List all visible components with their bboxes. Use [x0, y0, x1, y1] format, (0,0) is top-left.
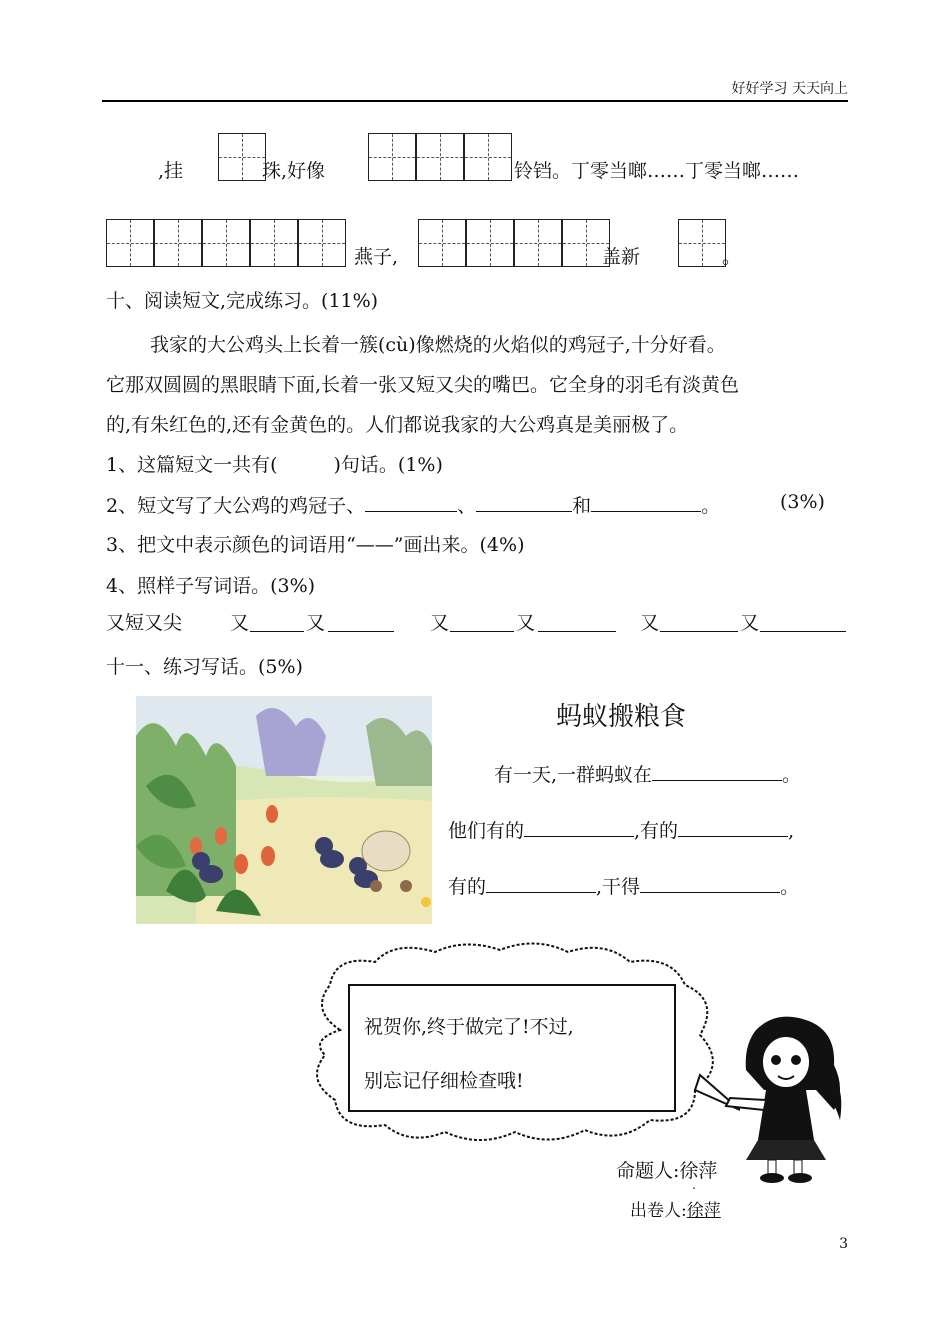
fill-text: 珠,好像	[262, 160, 326, 182]
q1-text-b: )句话。(1%)	[333, 454, 443, 476]
issuer-label: 出卷人:	[630, 1201, 687, 1221]
header-rule	[102, 100, 848, 102]
story-line-2	[448, 816, 794, 843]
pinyin-box[interactable]	[202, 219, 250, 267]
q2-sep: 、	[457, 495, 477, 517]
author-name: 徐萍	[679, 1160, 718, 1182]
fill-text: 燕子,	[354, 246, 399, 268]
author-label: 命题人:	[616, 1160, 680, 1182]
header-motto: 好好学习 天天向上	[731, 81, 848, 97]
story-blank[interactable]	[652, 762, 782, 781]
q4-you: 又	[740, 612, 760, 634]
story-blank[interactable]	[486, 874, 596, 893]
story-blank[interactable]	[524, 818, 634, 837]
story-title: 蚂蚁搬粮食	[556, 702, 687, 732]
question-2	[106, 491, 720, 518]
bubble-line-1: 祝贺你,终于做完了!不过,	[364, 1016, 574, 1038]
separator-dot: .	[692, 1178, 696, 1192]
q4-blank[interactable]	[450, 613, 514, 632]
pinyin-box[interactable]	[154, 219, 202, 267]
question-4: 4、照样子写词语。(3%)	[106, 575, 316, 597]
q2-sep: 和	[572, 495, 592, 517]
story-line-3	[448, 872, 799, 899]
story-text: 他们有的	[448, 820, 525, 842]
story-text: ,干得	[596, 876, 641, 898]
question-3: 3、把文中表示颜色的词语用“——”画出来。(4%)	[106, 534, 525, 556]
pinyin-box[interactable]	[464, 133, 512, 181]
cartoon-girl-pointing	[716, 1010, 852, 1186]
q1-text-a: 1、这篇短文一共有(	[106, 454, 278, 476]
q2-blank[interactable]	[591, 493, 701, 512]
author-line	[616, 1156, 717, 1183]
fill-text: 铃铛。丁零当啷……丁零当啷……	[514, 160, 800, 182]
passage-line: 的,有朱红色的,还有金黄色的。人们都说我家的大公鸡真是美丽极了。	[106, 414, 689, 436]
passage-line: 它那双圆圆的黑眼睛下面,长着一张又短又尖的嘴巴。它全身的羽毛有淡黄色	[106, 374, 740, 396]
page-number: 3	[839, 1236, 848, 1252]
q4-blank[interactable]	[660, 613, 738, 632]
story-blank[interactable]	[678, 818, 788, 837]
pinyin-box[interactable]	[514, 219, 562, 267]
ants-carrying-food-illustration	[136, 696, 432, 924]
story-line-1	[494, 760, 801, 787]
q4-example: 又短又尖	[106, 612, 183, 634]
q4-blank[interactable]	[250, 613, 304, 632]
issuer-name: 徐萍	[686, 1201, 721, 1221]
pinyin-box[interactable]	[416, 133, 464, 181]
fill-text: ,挂	[158, 160, 184, 182]
q2-text: 2、短文写了大公鸡的鸡冠子、	[106, 495, 366, 517]
story-blank[interactable]	[640, 874, 780, 893]
issuer-line	[630, 1196, 739, 1221]
q2-blank[interactable]	[365, 493, 457, 512]
pinyin-box[interactable]	[368, 133, 416, 181]
q2-end: 。	[701, 495, 721, 517]
pinyin-box[interactable]	[678, 219, 726, 267]
story-text: ,有的	[634, 820, 679, 842]
pinyin-box[interactable]	[298, 219, 346, 267]
q4-blank[interactable]	[760, 613, 846, 632]
pinyin-box[interactable]	[218, 133, 266, 181]
q2-blank[interactable]	[476, 493, 572, 512]
q4-you: 又	[430, 612, 450, 634]
q4-you: 又	[516, 612, 536, 634]
section-11-title: 十一、练习写话。(5%)	[106, 656, 303, 678]
story-text: 有一天,一群蚂蚁在	[494, 764, 653, 786]
q4-you: 又	[640, 612, 660, 634]
pinyin-box[interactable]	[250, 219, 298, 267]
fill-text: 盖新	[602, 246, 641, 268]
q4-blank[interactable]	[538, 613, 616, 632]
story-end: 。	[780, 876, 800, 898]
story-end: ,	[788, 820, 795, 842]
story-text: 有的	[448, 876, 487, 898]
q4-you: 又	[230, 612, 250, 634]
q4-blank[interactable]	[328, 613, 394, 632]
q4-you: 又	[306, 612, 326, 634]
q2-score: (3%)	[780, 491, 825, 513]
section-10-title: 十、阅读短文,完成练习。(11%)	[106, 290, 379, 312]
pinyin-box[interactable]	[106, 219, 154, 267]
passage-line: 我家的大公鸡头上长着一簇(cù)像燃烧的火焰似的鸡冠子,十分好看。	[150, 334, 726, 356]
pinyin-box[interactable]	[466, 219, 514, 267]
fill-text: 。	[722, 246, 742, 268]
pinyin-box[interactable]	[418, 219, 466, 267]
story-end: 。	[782, 764, 802, 786]
question-1	[106, 450, 443, 477]
bubble-line-2: 别忘记仔细检查哦!	[364, 1070, 524, 1092]
